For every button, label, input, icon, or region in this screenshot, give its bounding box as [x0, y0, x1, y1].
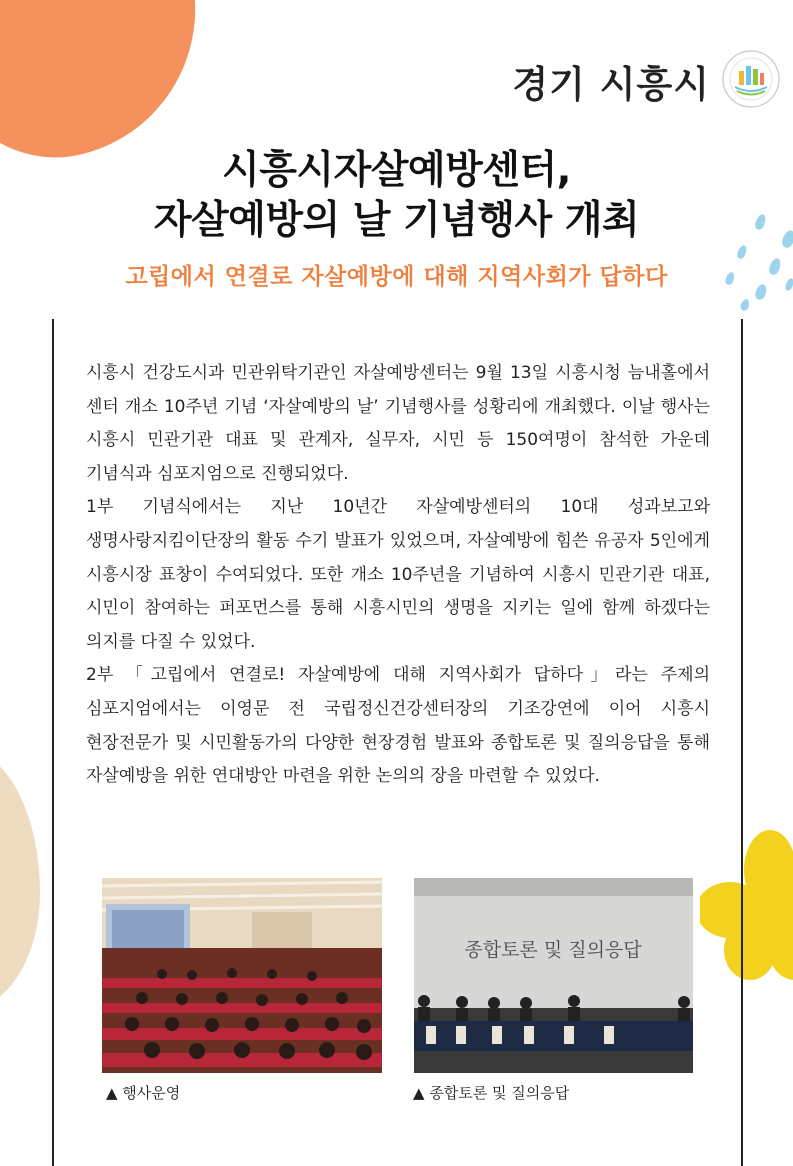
article-title-line2: 자살예방의 날 기념행사 개최 — [153, 198, 640, 243]
frame-right-border — [741, 319, 743, 1166]
beige-blob-decoration — [0, 750, 40, 1010]
paragraph-1: 시흥시 건강도시과 민관위탁기관인 자살예방센터는 9월 13일 시흥시청 늠내홀에서 센터 개소 10주년 기념 ‘자살예방의 날’ 기념행사를 성황리에 개최했다. 이날 행사는 시흥시 민관기관 대표 및 관계자, 실무자, 시민 등 150여명이 참석한 가운데 기념식과 심포지엄으로 진행되었다. — [86, 363, 710, 484]
event-photo-panel-discussion — [414, 878, 693, 1073]
article-body — [86, 357, 710, 794]
frame-left-border — [52, 319, 54, 1166]
event-photo-auditorium — [102, 878, 382, 1073]
screen-text: 종합토론 및 질의응답 — [464, 939, 642, 961]
article-subtitle: 고립에서 연결로 자살예방에 대해 지역사회가 답하다 — [125, 264, 668, 290]
paragraph-2: 1부 기념식에서는 지난 10년간 자살예방센터의 10대 성과보고와 생명사랑지킴이단장의 활동 수기 발표가 있었으며, 자살예방에 힘쓴 유공자 5인에게 시흥시장 표창이 수여되었다. 또한 개소 10주년을 기념하여 시흥시 민관기관 대표, 시민이 참여하는 퍼포먼스를 통해 시흥시민의 생명을 지키는 일에 함께 하겠다는 의지를 다질 수 있었다. — [86, 497, 710, 652]
healthy-cities-logo-icon — [721, 49, 781, 109]
photo-caption-panel: ▲ 종합토론 및 질의응답 — [413, 1084, 570, 1102]
city-name: 경기 시흥시 — [512, 63, 710, 106]
photo-caption-event: ▲ 행사운영 — [106, 1084, 181, 1102]
paragraph-3: 2부 「고립에서 연결로! 자살예방에 대해 지역사회가 답하다」라는 주제의 심포지엄에서는 이영문 전 국립정신건강센터장의 기조강연에 이어 시흥시 현장전문가 및 시민활동가의 다양한 현장경험 발표와 종합토론 및 질의응답을 통해 자살예방을 위한 연대방안 마련을 위한 논의의 장을 마련할 수 있었다. — [86, 665, 710, 787]
article-title-line1: 시흥시자살예방센터, — [222, 148, 571, 193]
yellow-flower-decoration — [700, 830, 793, 980]
